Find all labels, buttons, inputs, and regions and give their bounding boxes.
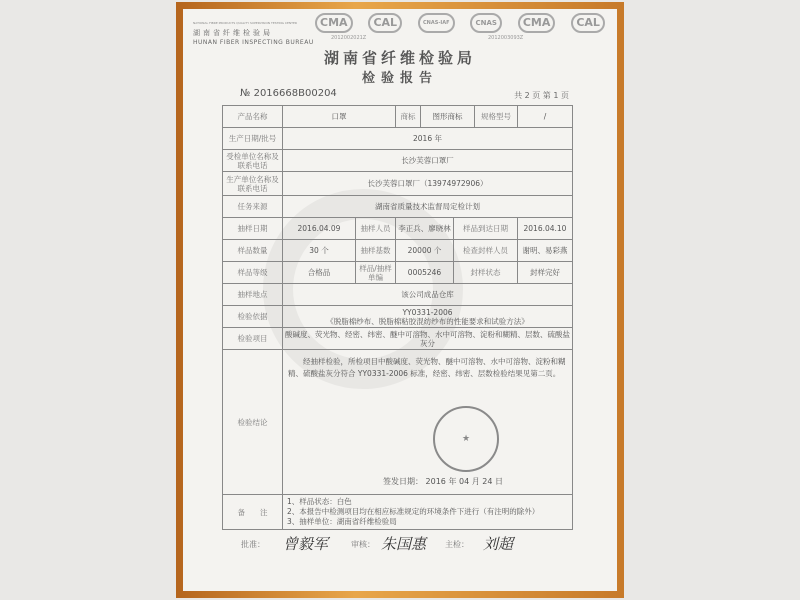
test-basis <box>283 306 573 328</box>
task-source: 湖南省质量技术监督局定检计划 <box>283 196 573 218</box>
sample-number: 0005246 <box>396 262 454 284</box>
label: 检查封样人员 <box>454 240 518 262</box>
remark-item: 1、样品状态：白色 <box>287 497 352 506</box>
label: 检验依据 <box>223 306 283 328</box>
producer: 长沙芙蓉口罩厂（13974972906） <box>283 172 573 196</box>
issue-date: 签发日期： 2016 年 04 月 24 日 <box>383 477 503 486</box>
brand: 图形商标 <box>421 106 475 128</box>
sealer: 谢明、易彩燕 <box>518 240 573 262</box>
label: 抽样日期 <box>223 218 283 240</box>
production-date: 2016 年 <box>283 128 573 150</box>
cma-logo-2: CMA <box>518 13 556 33</box>
label: 生产日期/批号 <box>223 128 283 150</box>
label: 抽样基数 <box>356 240 396 262</box>
report-subtitle: 检验报告 <box>361 71 438 86</box>
label: 生产单位名称及联系电话 <box>223 172 283 196</box>
label: 规格型号 <box>475 106 518 128</box>
inspect-label: 主检： <box>445 540 469 549</box>
picture-frame <box>176 2 624 598</box>
conclusion-text: 经抽样检验，所检项目中酸碱度、荧光物、醚中可溶物、水中可溶物、淀粉和糊精、硫酸盐灰分符合 YY0331-2006 标准，经密、纬密、层数检验结果见第二页。 <box>288 357 566 378</box>
label: 样品数量 <box>223 240 283 262</box>
cma-code: 2012002021Z <box>331 35 367 41</box>
report-table <box>222 105 573 530</box>
label: 受检单位名称及联系电话 <box>223 150 283 172</box>
inspect-signature: 刘超 <box>483 535 514 553</box>
label: 抽样人员 <box>356 218 396 240</box>
sampler: 李正兵、廖晓林 <box>396 218 454 240</box>
test-items: 酸碱度、荧光物、经密、纬密、醚中可溶物、水中可溶物、淀粉和糊精、层数、硫酸盐灰分 <box>283 328 573 350</box>
seal-state: 封样完好 <box>518 262 573 284</box>
basis-code: YY0331-2006 <box>402 307 453 317</box>
review-signature: 朱国惠 <box>381 535 427 553</box>
report-number: № 2016668B00204 <box>240 88 337 99</box>
cal-logo: CAL <box>368 13 402 33</box>
certification-logos <box>315 13 605 33</box>
sample-grade: 合格品 <box>283 262 356 284</box>
label: 商标 <box>396 106 421 128</box>
label: 抽样地点 <box>223 284 283 306</box>
sample-quantity: 30 个 <box>283 240 356 262</box>
header-small-en: NATIONAL FIBRE PRODUCTS QUALITY SUPERVISION TESTING CENTER <box>193 21 297 25</box>
sample-base: 20000 个 <box>396 240 454 262</box>
client: 长沙芙蓉口罩厂 <box>283 150 573 172</box>
approve-label: 批准： <box>241 540 265 549</box>
label: 样品/抽样单编 <box>356 262 396 284</box>
remarks <box>283 495 573 530</box>
basis-name: 《脱脂棉纱布、脱脂棉粘胶混纺纱布的性能要求和试验方法》 <box>326 316 529 326</box>
official-stamp: ★ <box>433 406 499 472</box>
cnas-logo: CNAS <box>470 13 501 33</box>
sample-date: 2016.04.09 <box>283 218 356 240</box>
conclusion-cell <box>283 350 573 495</box>
label: 检验结论 <box>223 350 283 495</box>
label: 样品到达日期 <box>454 218 518 240</box>
approve-signature: 曾毅军 <box>283 535 329 553</box>
arrival-date: 2016.04.10 <box>518 218 573 240</box>
label: 样品等级 <box>223 262 283 284</box>
iaf-logo: CNAS-IAF <box>418 13 455 33</box>
model: / <box>518 106 573 128</box>
page-count: 共 2 页 第 1 页 <box>514 91 569 100</box>
report-title: 湖南省纤维检验局 <box>323 49 476 67</box>
cma-code-2: 2012003093Z <box>488 35 524 41</box>
remark-item: 2、本报告中检测项目均在相应标准规定的环境条件下进行（有注明的除外） <box>287 507 540 516</box>
sample-place: 该公司成品仓库 <box>283 284 573 306</box>
label: 封样状态 <box>454 262 518 284</box>
header-cn: 湖南省纤维检验局 <box>193 29 273 37</box>
label: 备 注 <box>223 495 283 530</box>
cal-logo-2: CAL <box>571 13 605 33</box>
review-label: 审核： <box>351 540 375 549</box>
header-en: HUNAN FIBER INSPECTING BUREAU <box>193 39 314 46</box>
report-paper <box>183 9 617 591</box>
label: 产品名称 <box>223 106 283 128</box>
cma-logo: CMA <box>315 13 353 33</box>
label: 任务来源 <box>223 196 283 218</box>
label: 检验项目 <box>223 328 283 350</box>
remark-item: 3、抽样单位：湖南省纤维检验局 <box>287 517 397 526</box>
product-name: 口罩 <box>283 106 396 128</box>
